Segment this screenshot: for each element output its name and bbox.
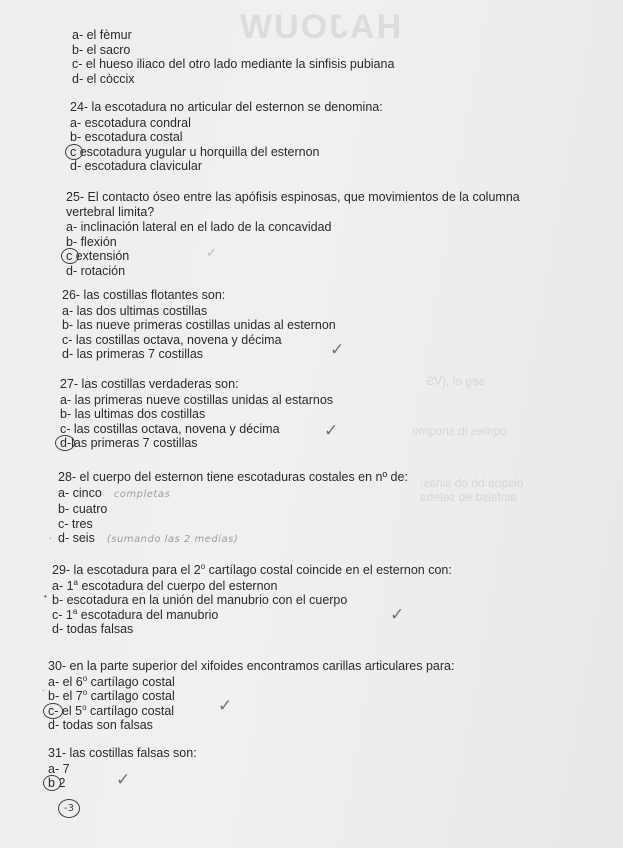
question-24-stem: 24- la escotadura no articular del esternon se denomina: [70, 100, 383, 114]
question-29-stem: 29- la escotadura para el 2$^o$ cartílago costal coincide en el esternon con: [52, 561, 452, 577]
option-b: b- escotadura en la unión del manubrio con el cuerpo [52, 593, 348, 608]
question-27-stem: 27- las costillas verdaderas son: [60, 377, 239, 391]
option-a: a- escotadura condral [70, 115, 191, 130]
option-b: b- escotadura costal [70, 130, 183, 145]
margin-dot: • [44, 592, 47, 601]
option-b: b- las nueve primeras costillas unidas al esternon [62, 318, 336, 333]
score-mark: -3 [58, 799, 80, 818]
question-28 [58, 470, 408, 548]
option-d-selected [60, 436, 333, 451]
option-b-text: 2 [58, 776, 66, 791]
circled-option-label: c [66, 249, 73, 264]
question-30 [48, 659, 454, 733]
option-a: a- el 6$^o$ cartílago costal [48, 673, 175, 689]
bleed-through-watermark: HAJOUW [238, 8, 402, 46]
bleed-through-text-4: ainfaisd eb seleba [420, 490, 517, 504]
circled-option-label: b [48, 776, 55, 791]
option-c: c- las costillas octava, novena y décima [60, 421, 280, 436]
option-a-text: a- cinco [58, 485, 102, 500]
handwritten-note: completas [113, 488, 171, 500]
question-30-stem: 30- en la parte superior del xifoides encontramos carillas articulares para: [48, 659, 455, 673]
check-mark: ✓ [390, 605, 405, 625]
answer-circle [43, 703, 63, 719]
handwritten-note: (sumando las 2 medias) [106, 534, 239, 546]
option-b: b- las ultimas dos costillas [60, 407, 206, 422]
option-a: a- 7 [48, 761, 70, 776]
bleed-through-text-2: oqmes ib snoqmo [412, 424, 507, 438]
option-c: c- el hueso iliaco del otro lado mediante la sinfisis pubiana [72, 57, 395, 72]
question-25 [66, 190, 546, 279]
option-d-text: las primeras 7 costillas [71, 436, 198, 451]
option-a [58, 486, 408, 503]
question-31-stem: 31- las costillas falsas son: [48, 746, 197, 760]
check-mark: ✓ [330, 340, 345, 360]
option-b: b- el 7$^o$ cartílago costal [48, 688, 175, 704]
option-a: a- las primeras nueve costillas unidas al estarnos [60, 392, 334, 407]
margin-dot: · [42, 686, 45, 695]
option-c: c- 1$^a$ escotadura del manubrio [52, 606, 219, 622]
bleed-through-text-3: olsqoa bb ob sinas: [420, 476, 524, 490]
question-23-options [72, 28, 394, 86]
circled-option-label: d- [60, 436, 72, 451]
answer-circle [65, 144, 83, 160]
option-c-selected [66, 249, 546, 264]
option-d [58, 531, 408, 548]
option-d: d- las primeras 7 costillas [62, 347, 204, 362]
option-c: c- tres [58, 516, 93, 531]
option-d: d- todas son falsas [48, 718, 153, 733]
option-b: b- cuatro [58, 502, 108, 517]
option-c-text: extensión [75, 249, 130, 264]
circled-option-label: c [70, 144, 77, 159]
check-mark: ✓ [218, 696, 233, 716]
option-d: d- todas falsas [52, 622, 134, 637]
question-29 [52, 563, 452, 637]
option-b: b- flexión [66, 234, 117, 249]
option-d: d- escotadura clavicular [70, 159, 203, 174]
option-c: c- las costillas octava, novena y décima [62, 332, 282, 347]
option-d: d- el còccix [72, 71, 135, 86]
option-c-selected [70, 145, 383, 160]
circled-option-label: c- [48, 703, 59, 718]
question-28-stem: 28- el cuerpo del esternon tiene escotaduras costales en nº de: [58, 470, 408, 484]
bleed-through-text-1: seg el ,(VS [426, 374, 485, 388]
option-b: b- el sacro [72, 42, 131, 57]
check-mark: ✓ [116, 770, 131, 790]
option-a: a- inclinación lateral en el lado de la concavidad [66, 220, 332, 235]
option-c-text: escotadura yugular u horquilla del esternon [79, 144, 320, 159]
question-27 [60, 377, 333, 451]
option-c-selected: c- el 5$^o$ cartílago costal [48, 704, 454, 719]
check-mark: ✓ [324, 421, 339, 441]
question-26 [62, 288, 336, 362]
option-d-text: d- seis [58, 531, 95, 546]
option-a: a- las dos ultimas costillas [62, 303, 208, 318]
check-mark: ✓ [206, 246, 217, 261]
margin-dot: · [49, 534, 52, 543]
question-25-stem: 25- El contacto óseo entre las apófisis espinosas, que movimientos de la columna vertebral limita? [66, 190, 520, 219]
option-d: d- rotación [66, 263, 126, 278]
option-a: a- 1$^a$ escotadura del cuerpo del esternon [52, 577, 278, 593]
question-26-stem: 26- las costillas flotantes son: [62, 288, 226, 302]
option-a: a- el fèmur [72, 28, 132, 42]
question-24 [70, 100, 383, 174]
